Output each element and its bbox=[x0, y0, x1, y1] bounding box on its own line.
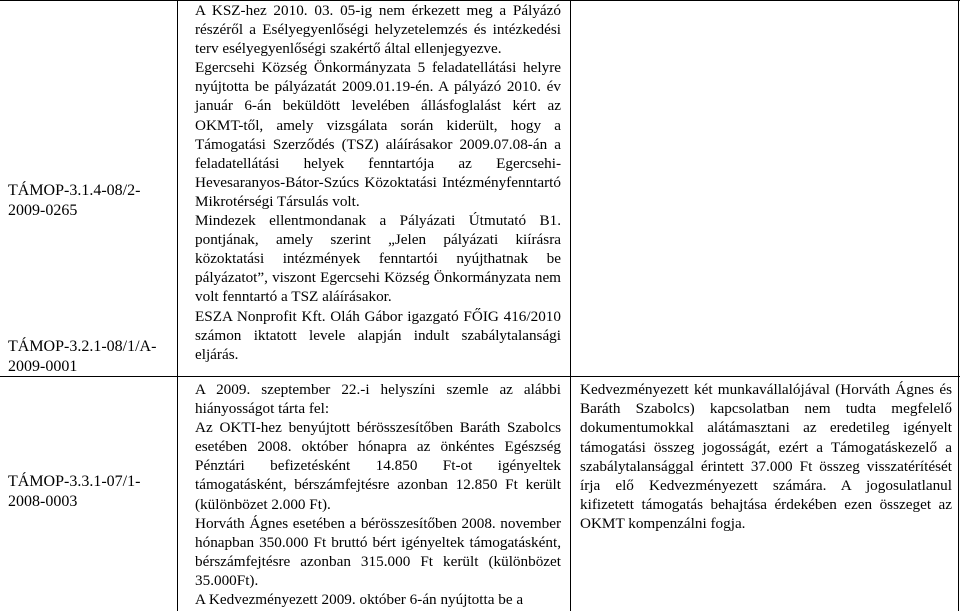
paragraph-ksz-deadline: A KSZ-hez 2010. 03. 05-ig nem érkezett meg a Pályázó részéről a Esélyegyenlőségi helyzetelemzés és intézkedési terv esélyegyenlőségi szakértő által ellenjegyezve. bbox=[195, 2, 561, 58]
irregularity-description-lower bbox=[181, 380, 569, 611]
paragraph-site-inspection: A 2009. szeptember 22.-i helyszíni szemle az alábbi hiányosságot tárta fel: bbox=[195, 381, 561, 418]
paragraph-barath: Az OKTI-hez benyújtott bérösszesítőben Baráth Szabolcs esetében 2008. október hónapra az önkéntes Egészség Pénztári befizetésként 14.850 Ft-ot igényeltek támogatásként, bérszámfejtésre azonban 12.850 Ft került (különbözet 2.000 Ft). bbox=[195, 419, 561, 513]
project-id-column bbox=[3, 0, 177, 611]
table-divider-col1 bbox=[177, 0, 178, 611]
table-divider-right bbox=[958, 0, 959, 611]
decision-text bbox=[573, 380, 958, 611]
paragraph-contradiction: Mindezek ellentmondanak a Pályázati Útmutató B1. pontjának, amely szerint „Jelen pályázati kiírásra közoktatási intézmények fenntartói nyújthatnak be pályázatot”, viszont Egercsehi Község Önkormányzata nem volt fenntartó a TSZ aláírásakor. bbox=[195, 212, 561, 306]
irregularity-description-upper bbox=[181, 1, 569, 376]
paragraph-egercsehi-application: Egercsehi Község Önkormányzata 5 feladatellátási helyre nyújtotta be pályázatát 2009.01.19-én. A pályázó 2010. év január 6-án beküldött levelében állásfoglalást kért az OKMT-től, amely vizsgálata során kiderült, hogy a Támogatási Szerződés (TSZ) aláírásakor 2009.07.08-án a feladatellátási helyek fenntartója az Egercsehi-Hevesaranyos-Bátor-Szúcs Közoktatási Intézményfenntartó Mikrotérségi Társulás volt. bbox=[195, 59, 561, 210]
project-id-2: TÁMOP-3.2.1-08/1/A-2009-0001 bbox=[8, 338, 157, 375]
paragraph-decision: Kedvezményezett két munkavállalójával (Horváth Ágnes és Baráth Szabolcs) kapcsolatban nem tudta megfelelő dokumentumokkal alátámasztani az eredetileg igényelt támogatási összeg jogosságát, ezért a Támogatáskezelő a szabálytalansággal érintett 37.000 Ft összeg visszatérítését írja elő Kedvezményezett számára. A jogosulatlanul kifizetett támogatás behajtása érdekében ezen összeget az OKMT kompenzálni fogja. bbox=[580, 381, 952, 533]
table-divider-col2 bbox=[570, 0, 571, 611]
paragraph-horvath: Horváth Ágnes esetében a bérösszesítőben 2008. november hónapban 350.000 Ft bruttó bért igényeltek támogatásként, bérszámfejtésre azonban 315.000 Ft került (különbözet 35.000Ft). bbox=[195, 514, 561, 589]
paragraph-submission: A Kedvezményezett 2009. október 6-án nyújtotta be a bbox=[195, 591, 524, 609]
paragraph-esza-letter: ESZA Nonprofit Kft. Oláh Gábor igazgató FŐIG 416/2010 számon iktatott levele alapján indult szabálytalansági eljárás. bbox=[195, 307, 561, 363]
project-id-3: TÁMOP-3.3.1-07/1-2008-0003 bbox=[8, 473, 141, 510]
project-id-1: TÁMOP-3.1.4-08/2-2009-0265 bbox=[8, 182, 141, 219]
